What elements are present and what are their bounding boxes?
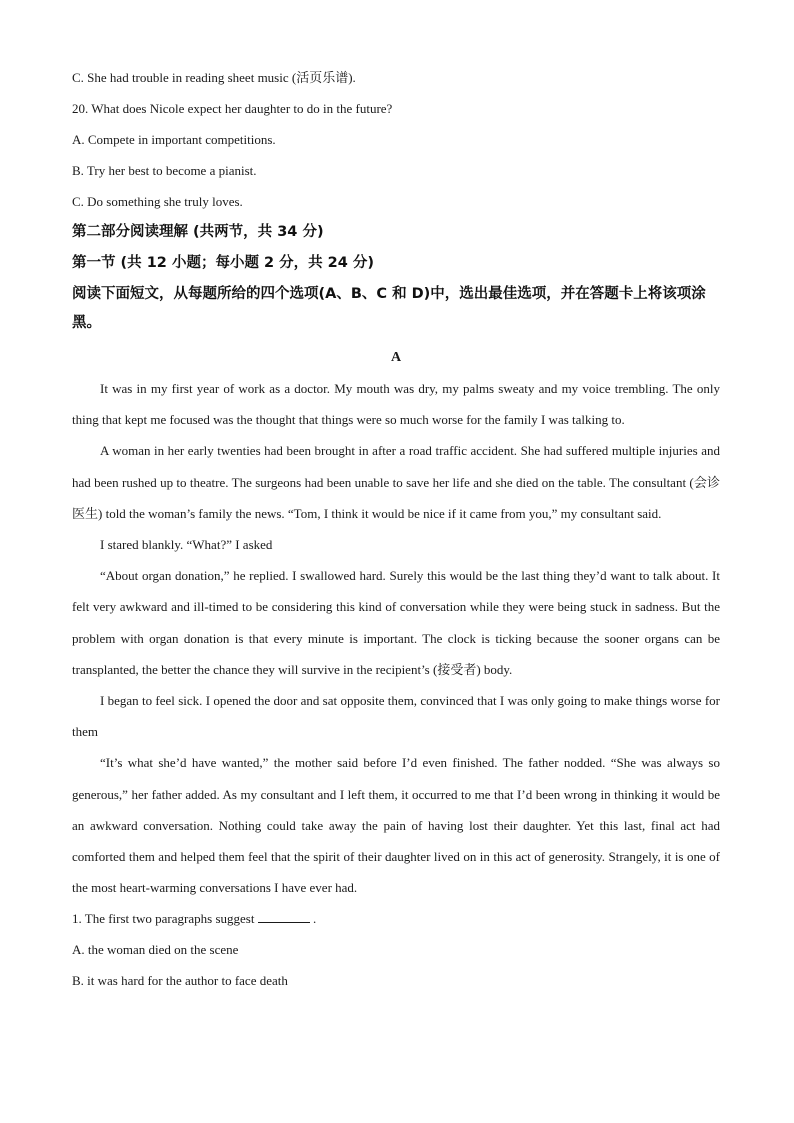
q1-stem-end: . [312,911,317,927]
passage-paragraph: It was in my first year of work as a doctor. My mouth was dry, my palms sweaty and my voice trembling. The only thing that kept me focused was the thought that things were so much worse for the family I was talking to. [72,381,720,428]
q20-option-b: B. Try her best to become a pianist. [72,163,257,178]
passage-paragraph: “It’s what she’d have wanted,” the mother said before I’d even finished. The father nodded. “She was always so generous,” her father added. As my consultant and I left them, it occurred to me that I’d been wrong in thinking it would be an awkward conversation. Nothing could take away the pain of having lost their daughter. Yet this last, final act had comforted them and helped them feel that the spirit of their daughter lived on in this act of generosity. Strangely, it is one of the most heart-warming conversations I have ever had. [72,755,720,896]
passage-paragraph: A woman in her early twenties had been brought in after a road traffic accident. She had suffered multiple injuries and had been rushed up to theatre. The surgeons had been unable to save her life and she died on the table. The consultant (会诊医生) told the woman’s family the news. “Tom, I think it would be nice if it came from you,” my consultant said. [72,443,720,521]
q1-option-a: A. the woman died on the scene [72,942,239,958]
q20-option-a: A. Compete in important competitions. [72,132,276,147]
q20-option-c: C. Do something she truly loves. [72,194,243,209]
section-title: 第一节 (共 12 小题；每小题 2 分，共 24 分) [72,255,375,271]
passage-paragraph: “About organ donation,” he replied. I swallowed hard. Surely this would be the last thing they’d want to talk about. It felt very awkward and ill-timed to be considering this kind of conversation while they were being stuck in sadness. But the problem with organ donation is that every minute is important. The clock is ticking because the sooner organs can be transplanted, the better the chance they will survive in the recipient’s (接受者) body. [72,568,720,677]
passage-title: A [390,350,402,365]
q1-stem: 1. The first two paragraphs suggest [72,911,255,927]
section-instruction: 阅读下面短文，从每题所给的四个选项(A、B、C 和 D)中，选出最佳选项，并在答题卡上将该项涂黑。 [72,286,706,331]
part-title: 第二部分阅读理解 (共两节，共 34 分) [72,224,324,240]
answer-blank [258,910,310,923]
q20-stem: 20. What does Nicole expect her daughter to do in the future? [72,101,393,116]
exam-page [72,62,720,996]
q1-stem-line [72,903,720,934]
passage-paragraph: I stared blankly. “What?” I asked [100,537,273,553]
passage-paragraph: I began to feel sick. I opened the door and sat opposite them, convinced that I was only going to make things worse for them [72,693,720,740]
q1-option-b: B. it was hard for the author to face death [72,973,288,989]
q19-option-c: C. She had trouble in reading sheet music (活页乐谱). [72,70,356,85]
